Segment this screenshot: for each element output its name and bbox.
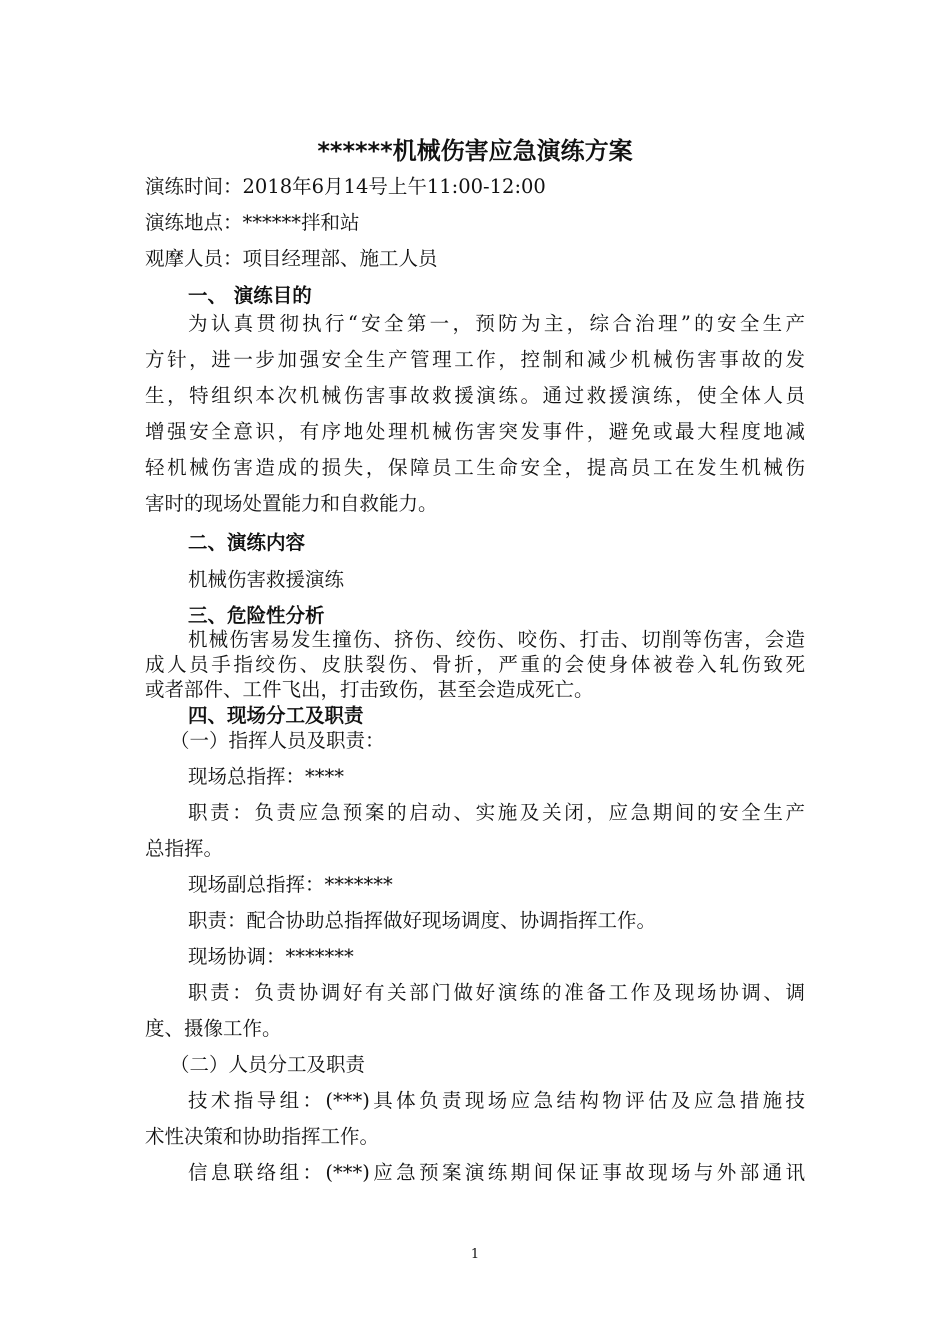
paragraph-line: 轻机械伤害造成的损失，保障员工生命安全，提高员工在发生机械伤: [145, 456, 805, 479]
paragraph-line: 增强安全意识，有序地处理机械伤害突发事件，避免或最大程度地减: [145, 420, 805, 443]
paragraph-line: 害时的现场处置能力和自救能力。: [145, 492, 438, 515]
paragraph-line: 成人员手指绞伤、皮肤裂伤、骨折，严重的会使身体被卷入轧伤致死: [145, 653, 805, 676]
paragraph-line: 度、摄像工作。: [145, 1017, 282, 1040]
paragraph-line: 或者部件、工件飞出，打击致伤，甚至会造成死亡。: [145, 678, 594, 701]
paragraph-line: 术性决策和协助指挥工作。: [145, 1125, 380, 1148]
paragraph-line: 职责：负责协调好有关部门做好演练的准备工作及现场协调、调: [188, 981, 805, 1004]
paragraph-line: 为认真贯彻执行“安全第一，预防为主，综合治理”的安全生产: [188, 312, 805, 335]
section-heading-duties: 四、现场分工及职责: [188, 704, 364, 727]
drill-observers: 观摩人员：项目经理部、施工人员: [145, 247, 438, 270]
paragraph-line: 信息联络组：(***)应急预案演练期间保证事故现场与外部通讯: [188, 1161, 805, 1184]
section-heading-risk: 三、危险性分析: [188, 604, 325, 627]
document-title: ******机械伤害应急演练方案: [317, 137, 633, 165]
deputy-line: 现场副总指挥：*******: [188, 873, 393, 896]
section-heading-content: 二、演练内容: [188, 531, 306, 554]
deputy-duty-line: 职责：配合协助总指挥做好现场调度、协调指挥工作。: [188, 909, 657, 932]
drill-place: 演练地点：******拌和站: [145, 211, 360, 234]
subsection-staff: （二）人员分工及职责: [170, 1053, 366, 1076]
paragraph-line: 生，特组织本次机械伤害事故救援演练。通过救援演练，使全体人员: [145, 384, 805, 407]
paragraph-line: 机械伤害易发生撞伤、挤伤、绞伤、咬伤、打击、切削等伤害，会造: [188, 628, 805, 651]
paragraph-line: 职责：负责应急预案的启动、实施及关闭，应急期间的安全生产: [188, 801, 805, 824]
drill-time: 演练时间：2018年6月14号上午11:00-12:00: [145, 175, 546, 198]
coordinator-line: 现场协调：*******: [188, 945, 354, 968]
paragraph-line: 方针，进一步加强安全生产管理工作，控制和减少机械伤害事故的发: [145, 348, 805, 371]
subsection-command: （一）指挥人员及职责：: [170, 729, 385, 752]
page-number: 1: [470, 1247, 480, 1262]
paragraph-line: 总指挥。: [145, 837, 224, 860]
drill-content-text: 机械伤害救援演练: [188, 568, 345, 591]
section-heading-purpose: 一、 演练目的: [188, 284, 312, 307]
paragraph-line: 技术指导组：(***)具体负责现场应急结构物评估及应急措施技: [188, 1089, 805, 1112]
commander-line: 现场总指挥：****: [188, 765, 345, 788]
